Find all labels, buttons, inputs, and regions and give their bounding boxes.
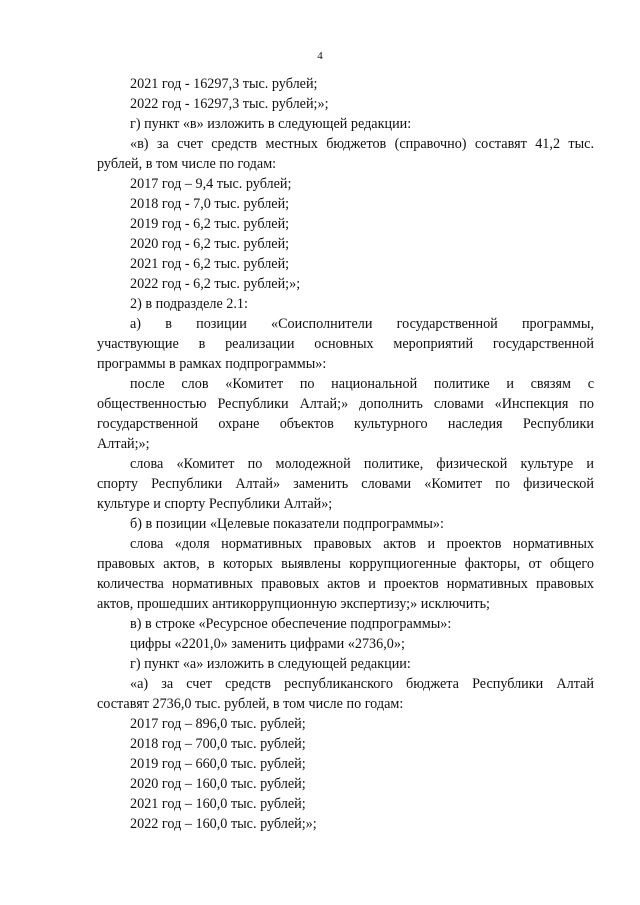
- text-line: слова «Комитет по молодежной политике, физической культуре и: [130, 456, 594, 472]
- text-line: 2021 год - 6,2 тыс. рублей;: [130, 256, 290, 272]
- text-line: 2020 год - 6,2 тыс. рублей;: [130, 236, 290, 252]
- text-line: общественностью Республики Алтай;» дополнить словами «Инспекция по: [97, 396, 594, 412]
- text-line: а) в позиции «Соисполнители государственной программы,: [130, 316, 594, 332]
- text-line: в) в строке «Ресурсное обеспечение подпрограммы»:: [130, 616, 452, 632]
- text-line: спорту Республики Алтай» заменить словами «Комитет по физической: [97, 476, 594, 492]
- text-line: после слов «Комитет по национальной политике и связям с: [130, 376, 594, 392]
- text-line: количества нормативных правовых актов и проектов нормативных правовых: [97, 576, 594, 592]
- text-line: слова «доля нормативных правовых актов и проектов нормативных: [130, 536, 594, 552]
- text-line: цифры «2201,0» заменить цифрами «2736,0»;: [130, 636, 405, 652]
- text-line: 2017 год – 9,4 тыс. рублей;: [130, 176, 292, 192]
- text-line: «а) за счет средств республиканского бюджета Республики Алтай: [130, 676, 594, 692]
- text-line: 2018 год – 700,0 тыс. рублей;: [130, 736, 306, 752]
- text-line: 2019 год – 660,0 тыс. рублей;: [130, 756, 306, 772]
- text-line: государственной охране объектов культурного наследия Республики: [97, 416, 594, 432]
- text-line: 2021 год – 160,0 тыс. рублей;: [130, 796, 306, 812]
- text-line: Алтай;»;: [97, 436, 150, 452]
- text-line: актов, прошедших антикоррупционную экспертизу;» исключить;: [97, 596, 491, 612]
- text-line: б) в позиции «Целевые показатели подпрограммы»:: [130, 516, 444, 532]
- text-line: культуре и спорту Республики Алтай»;: [97, 496, 333, 512]
- text-line: программы в рамках подпрограммы»:: [97, 356, 327, 372]
- text-line: 2) в подразделе 2.1:: [130, 296, 248, 312]
- text-line: «в) за счет средств местных бюджетов (справочно) составят 41,2 тыс.: [130, 136, 594, 152]
- text-line: г) пункт «а» изложить в следующей редакции:: [130, 656, 411, 672]
- text-line: 2022 год - 6,2 тыс. рублей;»;: [130, 276, 301, 292]
- text-line: 2019 год - 6,2 тыс. рублей;: [130, 216, 290, 232]
- text-line: составят 2736,0 тыс. рублей, в том числе по годам:: [97, 696, 404, 712]
- text-line: г) пункт «в» изложить в следующей редакции:: [130, 116, 412, 132]
- text-line: 2022 год – 160,0 тыс. рублей;»;: [130, 816, 317, 832]
- text-line: участвующие в реализации основных мероприятий государственной: [97, 336, 594, 352]
- text-line: 2017 год – 896,0 тыс. рублей;: [130, 716, 306, 732]
- text-line: 2022 год - 16297,3 тыс. рублей;»;: [130, 96, 329, 112]
- text-line: 2018 год - 7,0 тыс. рублей;: [130, 196, 290, 212]
- page-number: 4: [317, 50, 323, 62]
- text-line: правовых актов, в которых выявлены коррупциогенные факторы, от общего: [97, 556, 594, 572]
- text-line: рублей, в том числе по годам:: [97, 156, 277, 172]
- text-line: 2020 год – 160,0 тыс. рублей;: [130, 776, 306, 792]
- text-line: 2021 год - 16297,3 тыс. рублей;: [130, 76, 318, 92]
